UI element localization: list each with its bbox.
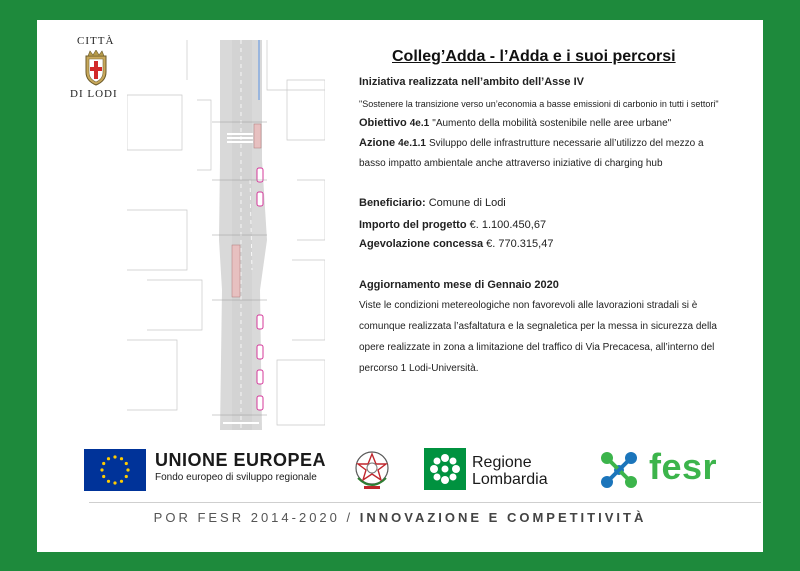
programme-name: POR FESR 2014-2020 /: [153, 510, 360, 525]
footer-divider: [89, 502, 761, 503]
importo-label: Importo del progetto: [359, 219, 467, 231]
azione-label: Azione: [359, 137, 396, 149]
obiettivo-label: Obiettivo: [359, 117, 407, 129]
azione-text-1: Sviluppo delle infrastrutture necessarie all’utilizzo del mezzo a: [429, 138, 704, 149]
project-title: Colleg’Adda - l’Adda e i suoi percorsi: [392, 48, 676, 65]
eu-subtitle: Fondo europeo di sviluppo regionale: [155, 472, 317, 483]
azione-line: [359, 137, 704, 149]
obiettivo-text: "Aumento della mobilità sostenibile nelle aree urbane": [432, 118, 672, 129]
city-logo-bottom-text: DI LODI: [70, 88, 118, 100]
info-panel: [37, 20, 763, 552]
city-logo-top-text: CITTÀ: [77, 35, 115, 47]
lombardia-rose-icon: [424, 448, 466, 490]
aggiornamento-title: Aggiornamento mese di Gennaio 2020: [359, 279, 559, 291]
importo-value: €. 1.100.450,67: [469, 219, 547, 231]
asse-heading: Iniziativa realizzata nell’ambito dell’Asse IV: [359, 76, 584, 88]
beneficiario-value: Comune di Lodi: [428, 197, 506, 209]
regione-text: Regione: [472, 454, 532, 471]
aggiornamento-line-2: comunque realizzata l’asfaltatura e la segnaletica per la messa in sicurezza della: [359, 321, 717, 332]
azione-text-2: basso impatto ambientale anche attraverso iniziative di charging hub: [359, 158, 663, 169]
programme-line: [37, 510, 763, 525]
importo-line: [359, 219, 546, 231]
italian-emblem-icon: [352, 448, 392, 492]
aggiornamento-line-3: opere realizzate in zona a limitazione del traffico di Via Precacesa, all’interno del: [359, 342, 715, 353]
agevolazione-label: Agevolazione concessa: [359, 238, 484, 250]
aggiornamento-line-4: percorso 1 Lodi-Università.: [359, 363, 479, 374]
beneficiario-label: Beneficiario:: [359, 197, 426, 209]
beneficiario-line: [359, 197, 506, 209]
eu-title: UNIONE EUROPEA: [155, 450, 327, 470]
fesr-mark-icon: [597, 448, 641, 492]
azione-code: 4e.1.1: [398, 138, 426, 149]
fesr-wordmark: fesr: [649, 446, 718, 487]
asse-quote: "Sostenere la transizione verso un’economia a basse emissioni di carbonio in tutti i settori": [359, 99, 719, 109]
programme-theme: INNOVAZIONE E COMPETITIVITÀ: [359, 510, 647, 525]
agevolazione-value: €. 770.315,47: [486, 238, 554, 250]
eu-flag-icon: [84, 449, 146, 491]
lombardia-text: Lombardia: [472, 471, 548, 488]
street-plan-drawing: [127, 40, 325, 430]
aggiornamento-line-1: Viste le condizioni metereologiche non favorevoli alle lavorazioni stradali si è: [359, 300, 698, 311]
agevolazione-line: [359, 238, 553, 250]
obiettivo-line: [359, 117, 671, 129]
lodi-crest-icon: [82, 50, 110, 86]
obiettivo-code: 4e.1: [409, 118, 430, 129]
